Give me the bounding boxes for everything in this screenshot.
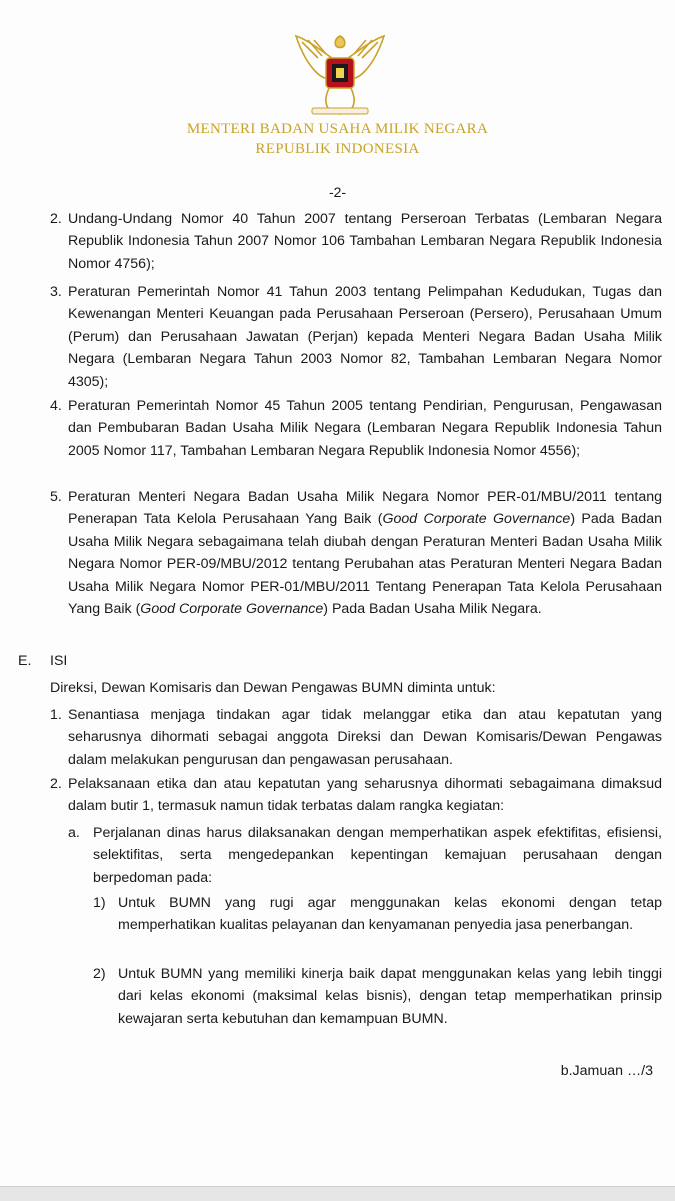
list-number: 2.	[50, 776, 62, 792]
list-item: Pelaksanaan etika dan atau kepatutan yang seharusnya dihormati sebagaimana dimaksud dalam butir 1, termasuk namun tidak terbatas dalam rangka kegiatan:	[68, 776, 662, 815]
section-intro: Direksi, Dewan Komisaris dan Dewan Pengawas BUMN diminta untuk:	[50, 680, 496, 696]
section-letter: E.	[18, 653, 32, 669]
ref-italic: Good Corporate Governance	[382, 511, 571, 528]
list-item: Peraturan Pemerintah Nomor 45 Tahun 2005 tentang Pendirian, Pengurusan, Pengawasan dan Pembubaran Badan Usaha Milik Negara (Lembaran Negara Republik Indonesia Tahun 2005 Nomor 117, Tambahan Lembaran Negara Republik Indonesia Nomor 4556);	[68, 398, 662, 459]
section-title: ISI	[50, 653, 68, 669]
list-number: 3.	[50, 284, 62, 300]
list-number: 2)	[93, 966, 106, 982]
letterhead-republic: REPUBLIK INDONESIA	[255, 141, 420, 157]
list-item	[68, 486, 662, 620]
page-bottom-edge	[0, 1186, 675, 1201]
list-item: Untuk BUMN yang rugi agar menggunakan kelas ekonomi dengan tetap memperhatikan kualitas pelayanan dan kenyamanan penyedia jasa penerbangan.	[118, 895, 662, 934]
list-number: 5.	[50, 489, 62, 505]
list-item: Peraturan Pemerintah Nomor 41 Tahun 2003 tentang Pelimpahan Kedudukan, Tugas dan Kewenangan Menteri Keuangan pada Perusahaan Perseroan (Persero), Perusahaan Umum (Perum) dan Perusahaan Jawatan (Perjan) kepada Menteri Negara Badan Usaha Milik Negara (Lembaran Negara Tahun 2003 Nomor 82, Tambahan Lembaran Negara Nomor 4305);	[68, 284, 662, 390]
ref-text: Peraturan Menteri Negara Badan Usaha Milik Negara Nomor PER-01/MBU/2011 tentang Penerapan Tata Kelola Perusahaan Yang Baik (	[68, 489, 662, 528]
ref-italic: Good Corporate Governance	[140, 601, 324, 618]
letterhead-ministry: MENTERI BADAN USAHA MILIK NEGARA	[186, 121, 489, 137]
ref-text: ) Pada Badan Usaha Milik Negara.	[323, 601, 542, 618]
continuation-reference: b.Jamuan …/3	[560, 1063, 653, 1079]
list-item: Perjalanan dinas harus dilaksanakan dengan memperhatikan aspek efektifitas, efisiensi, selektifitas, serta mengedepankan kepentingan kemajuan perusahaan dengan berpedoman pada:	[93, 825, 662, 886]
ref-text: ) Pada Badan Usaha Milik Negara sebagaimana telah diubah dengan Peraturan Menteri Badan Usaha Milik Negara Nomor PER-09/MBU/2012 tentang Perubahan atas Peraturan Menteri Negara Badan Usaha Milik Negara Nomor PER-01/MBU/2011 Tentang Penerapan Tata Kelola Perusahaan Yang Baik (	[68, 511, 662, 618]
page-number: -2-	[328, 184, 347, 200]
list-number: 1)	[93, 895, 106, 911]
list-item: Untuk BUMN yang memiliki kinerja baik dapat menggunakan kelas yang lebih tinggi dari kelas ekonomi (maksimal kelas bisnis), dengan tetap memperhatikan prinsip kewajaran serta kebutuhan dan kemampuan BUMN.	[118, 966, 662, 1027]
list-item: Senantiasa menjaga tindakan agar tidak melanggar etika dan atau kepatutan yang seharusnya dihormati sebagai anggota Direksi dan Dewan Komisaris/Dewan Pengawas dalam melakukan pengurusan dan pengawasan perusahaan.	[68, 707, 662, 768]
list-item: Undang-Undang Nomor 40 Tahun 2007 tentang Perseroan Terbatas (Lembaran Negara Republik Indonesia Tahun 2007 Nomor 106 Tambahan Lembaran Negara Republik Indonesia Nomor 4756);	[68, 211, 662, 272]
list-number: a.	[68, 825, 80, 841]
list-number: 4.	[50, 398, 62, 414]
list-number: 2.	[50, 211, 62, 227]
garuda-emblem-icon	[290, 28, 390, 120]
list-number: 1.	[50, 707, 62, 723]
